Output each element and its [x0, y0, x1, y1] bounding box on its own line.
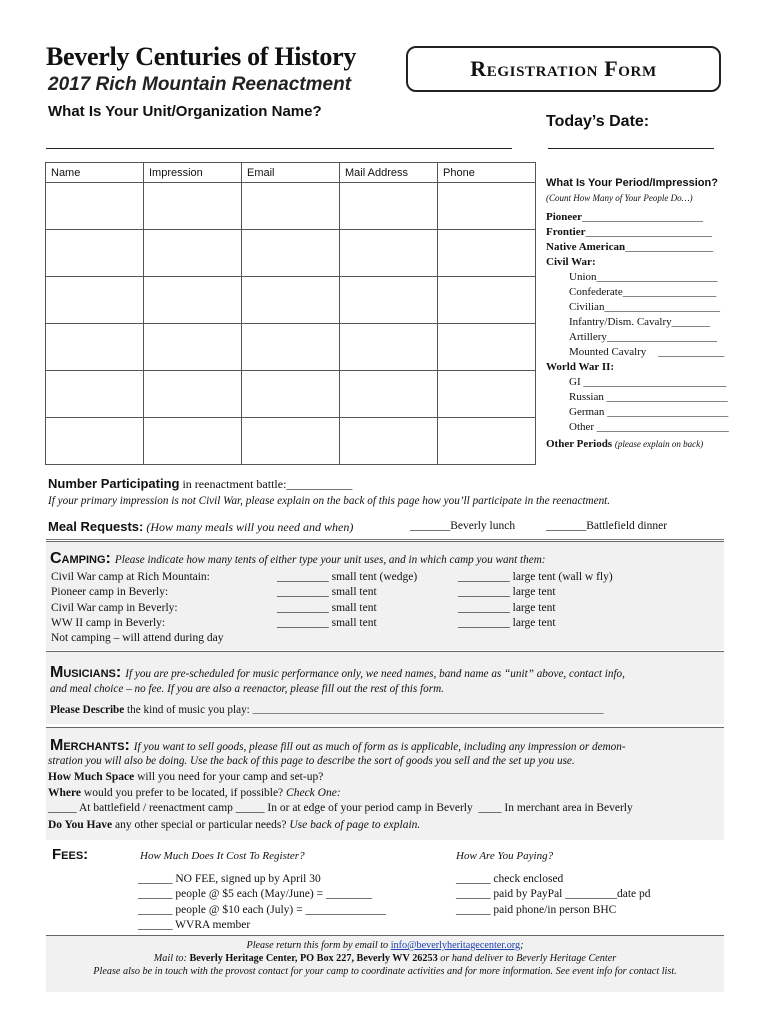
impression-cell[interactable]: [144, 230, 242, 277]
civilian-label: Civilian: [569, 301, 605, 313]
table-row: [46, 418, 536, 465]
phone-cell[interactable]: [438, 418, 536, 465]
ten-dollar-option[interactable]: ______ people @ $10 each (July) = ______________: [138, 903, 386, 916]
email-cell[interactable]: [242, 324, 340, 371]
musicians-heading: Musicians:: [50, 664, 122, 681]
return-instructions: [0, 940, 770, 951]
large-tent-column: [458, 570, 613, 631]
battlefield-dinner-field[interactable]: _______: [546, 520, 587, 532]
column-header-email: Email: [242, 163, 340, 183]
music-describe-field[interactable]: ______________________________________________________________________________: [252, 705, 604, 715]
phone-cell[interactable]: [438, 371, 536, 418]
column-header-phone: Phone: [438, 163, 536, 183]
german-label: German: [569, 406, 605, 418]
large-tent-field[interactable]: _________ large tent (wall w fly): [458, 571, 613, 583]
todays-date-label: Today’s Date:: [546, 113, 650, 130]
fees-heading: Fees:: [52, 846, 89, 863]
large-tent-field[interactable]: _________ large tent: [458, 616, 556, 629]
infantry-label: Infantry/Dism. Cavalry: [569, 316, 672, 328]
special-needs-question: [48, 819, 420, 831]
artillery-field[interactable]: ____________________: [606, 331, 717, 343]
column-header-mail-address: Mail Address: [340, 163, 438, 183]
name-cell[interactable]: [46, 277, 144, 324]
organization-title: Beverly Centuries of History: [46, 42, 357, 71]
infantry-field[interactable]: _______: [671, 316, 711, 328]
participation-field[interactable]: ___________: [286, 477, 353, 491]
confederate-field[interactable]: _________________: [622, 286, 717, 298]
gi-label: GI: [569, 376, 581, 388]
phone-cell[interactable]: [438, 277, 536, 324]
period-panel: [546, 176, 746, 452]
space-label: How Much Space: [48, 771, 135, 783]
column-header-name: Name: [46, 163, 144, 183]
beverly-lunch-option: [410, 520, 515, 532]
battlefield-camp-label: At battlefield / reenactment camp: [79, 802, 233, 814]
name-cell[interactable]: [46, 183, 144, 230]
todays-date-field[interactable]: [548, 148, 714, 149]
mail-address-cell[interactable]: [340, 324, 438, 371]
wvra-member-option[interactable]: ______ WVRA member: [138, 918, 251, 931]
world-war-ii-label: World War II:: [546, 361, 615, 373]
music-describe-label: Please Describe: [50, 704, 125, 716]
table-row: [46, 277, 536, 324]
music-describe-line: [50, 704, 604, 716]
period-camp-checkbox[interactable]: _____: [235, 802, 265, 814]
name-cell[interactable]: [46, 230, 144, 277]
russian-field[interactable]: ______________________: [606, 391, 728, 403]
merchants-heading-line: [50, 737, 626, 755]
mail-address-cell[interactable]: [340, 230, 438, 277]
merchants-note-2: stration you will also be doing. Use the back of this page to describe the sort of goods you sell and the set up you use.: [48, 755, 575, 767]
mail-suffix: or hand deliver to Beverly Heritage Center: [440, 953, 617, 964]
camp-label: Civil War camp in Beverly:: [51, 601, 178, 614]
return-end: ;: [520, 940, 524, 951]
merchant-area-checkbox[interactable]: ____: [478, 802, 502, 814]
roster-table: [45, 162, 536, 465]
camping-labels: [51, 570, 223, 646]
special-needs-label: Do You Have: [48, 819, 113, 831]
artillery-label: Artillery: [569, 331, 607, 343]
email-cell[interactable]: [242, 371, 340, 418]
camp-label: WW II camp in Beverly:: [51, 616, 166, 629]
mounted-cavalry-field[interactable]: ____________: [658, 346, 725, 358]
email-cell[interactable]: [242, 418, 340, 465]
check-one-label: Check One:: [286, 787, 341, 799]
space-question: [48, 771, 323, 783]
event-subtitle: 2017 Rich Mountain Reenactment: [48, 74, 352, 95]
impression-cell[interactable]: [144, 418, 242, 465]
five-dollar-option[interactable]: ______ people @ $5 each (May/June) = ________: [138, 888, 372, 901]
german-field[interactable]: ______________________: [607, 406, 729, 418]
battlefield-dinner-label: Battlefield dinner: [586, 520, 668, 532]
frontier-field[interactable]: _______________________: [585, 226, 713, 238]
gi-field[interactable]: __________________________: [583, 376, 727, 388]
paypal-option[interactable]: ______ paid by PayPal _________date pd: [456, 888, 651, 901]
contact-note: Please also be in touch with the provost contact for your camp to coordinate activities and for more information. See event info for contact list.: [93, 966, 677, 977]
merchants-heading: Merchants:: [50, 737, 130, 754]
not-camping-label: Not camping – will attend during day: [51, 632, 224, 645]
musicians-note-2: and meal choice – no fee. If you are also a reenactor, please fill out the rest of this form.: [50, 683, 444, 695]
participation-line: [48, 476, 352, 492]
camping-note: Please indicate how many tents of either type your unit uses, and in which camp you want them:: [114, 554, 546, 566]
battlefield-dinner-option: [546, 520, 667, 532]
impression-cell[interactable]: [144, 277, 242, 324]
mail-instructions: [0, 953, 770, 964]
mail-address-cell[interactable]: [340, 183, 438, 230]
music-describe-text: the kind of music you play:: [127, 704, 250, 716]
cost-heading: How Much Does It Cost To Register?: [140, 850, 305, 862]
camping-heading-line: [50, 550, 546, 568]
payment-options: [456, 872, 651, 918]
small-tent-column: [277, 570, 417, 631]
where-text: would you prefer to be located, if possible?: [83, 787, 284, 799]
email-cell[interactable]: [242, 230, 340, 277]
merchant-area-label: In merchant area in Beverly: [504, 802, 633, 814]
phone-cell[interactable]: [438, 230, 536, 277]
table-row: [46, 371, 536, 418]
musicians-heading-line: [50, 664, 625, 682]
beverly-lunch-label: Beverly lunch: [450, 520, 516, 532]
frontier-label: Frontier: [546, 226, 586, 238]
large-tent-field[interactable]: _________ large tent: [458, 601, 556, 614]
other-periods-note: (please explain on back): [614, 439, 704, 449]
where-question: [48, 787, 341, 799]
cost-options: [138, 872, 386, 933]
phone-cell[interactable]: [438, 183, 536, 230]
native-american-label: Native American: [546, 241, 626, 253]
small-tent-field[interactable]: _________ small tent: [277, 601, 377, 614]
camping-heading: Camping:: [50, 550, 111, 567]
unit-name-question: What Is Your Unit/Organization Name?: [48, 103, 322, 120]
beverly-lunch-field[interactable]: _______: [410, 520, 451, 532]
russian-label: Russian: [569, 391, 604, 403]
other-periods-label: Other Periods: [546, 438, 613, 450]
check-enclosed-option[interactable]: ______ check enclosed: [456, 873, 564, 885]
name-cell[interactable]: [46, 371, 144, 418]
email-link[interactable]: info@beverlyheritagecenter.org: [390, 940, 521, 951]
impression-cell[interactable]: [144, 183, 242, 230]
mail-address: Beverly Heritage Center, PO Box 227, Beverly WV 26253: [189, 953, 438, 964]
table-row: [46, 324, 536, 371]
period-heading: What Is Your Period/Impression?: [546, 177, 718, 189]
pioneer-field[interactable]: ______________________: [582, 211, 704, 223]
name-cell[interactable]: [46, 324, 144, 371]
participation-text: in reenactment battle:: [182, 477, 287, 491]
meal-requests-label: Meal Requests:: [48, 519, 144, 534]
email-cell[interactable]: [242, 183, 340, 230]
special-needs-text: any other special or particular needs?: [114, 819, 287, 831]
meal-requests-line: [48, 519, 353, 535]
battlefield-camp-checkbox[interactable]: _____: [48, 802, 77, 814]
mounted-cavalry-label: Mounted Cavalry: [569, 346, 647, 358]
civilian-field[interactable]: _____________________: [604, 301, 720, 313]
location-options: [48, 802, 633, 814]
section-divider: [46, 539, 724, 540]
small-tent-field[interactable]: _________ small tent: [277, 586, 377, 599]
confederate-label: Confederate: [569, 286, 623, 298]
large-tent-field[interactable]: _________ large tent: [458, 586, 556, 599]
mail-address-cell[interactable]: [340, 418, 438, 465]
period-camp-label: In or at edge of your period camp in Beverly: [267, 802, 473, 814]
space-text: will you need for your camp and set-up?: [137, 771, 324, 783]
special-needs-note: Use back of page to explain.: [289, 819, 421, 831]
mail-address-cell[interactable]: [340, 277, 438, 324]
email-cell[interactable]: [242, 277, 340, 324]
camp-label: Pioneer camp in Beverly:: [51, 586, 169, 599]
unit-name-field[interactable]: [46, 148, 512, 149]
native-american-field[interactable]: ________________: [625, 241, 714, 253]
mail-prefix: Mail to:: [153, 953, 187, 964]
merchants-note-1: If you want to sell goods, please fill out as much of form as is applicable, including any impression or demon-: [133, 741, 626, 753]
registration-form-title: Registration Form: [406, 46, 721, 92]
period-subheading: (Count How Many of Your People Do…): [546, 193, 693, 203]
meal-requests-note: (How many meals will you need and when): [146, 520, 354, 534]
where-label: Where: [48, 787, 82, 799]
table-row: [46, 183, 536, 230]
name-cell[interactable]: [46, 418, 144, 465]
participation-note: If your primary impression is not Civil War, please explain on the back of this page how you’ll participate in the reenactment.: [48, 495, 611, 507]
phone-cell[interactable]: [438, 324, 536, 371]
pioneer-label: Pioneer: [546, 211, 583, 223]
no-fee-option[interactable]: ______ NO FEE, signed up by April 30: [138, 873, 321, 885]
other-field[interactable]: ________________________: [596, 421, 729, 433]
camp-label: Civil War camp at Rich Mountain:: [51, 571, 210, 583]
impression-cell[interactable]: [144, 324, 242, 371]
other-label: Other: [569, 421, 595, 433]
impression-cell[interactable]: [144, 371, 242, 418]
participation-label: Number Participating: [48, 476, 180, 491]
mail-address-cell[interactable]: [340, 371, 438, 418]
return-text: Please return this form by email to: [246, 940, 389, 951]
payment-heading: How Are You Paying?: [456, 850, 554, 862]
roster-header-row: [46, 163, 536, 183]
small-tent-field[interactable]: _________ small tent: [277, 616, 377, 629]
small-tent-field[interactable]: _________ small tent (wedge): [277, 571, 418, 583]
union-field[interactable]: ______________________: [596, 271, 718, 283]
phone-in-person-option[interactable]: ______ paid phone/in person BHC: [456, 903, 617, 916]
column-header-impression: Impression: [144, 163, 242, 183]
table-row: [46, 230, 536, 277]
musicians-note-1: If you are pre-scheduled for music performance only, we need names, band name as “unit” above, contact info,: [125, 668, 625, 680]
union-label: Union: [569, 271, 597, 283]
civil-war-label: Civil War:: [546, 256, 596, 268]
